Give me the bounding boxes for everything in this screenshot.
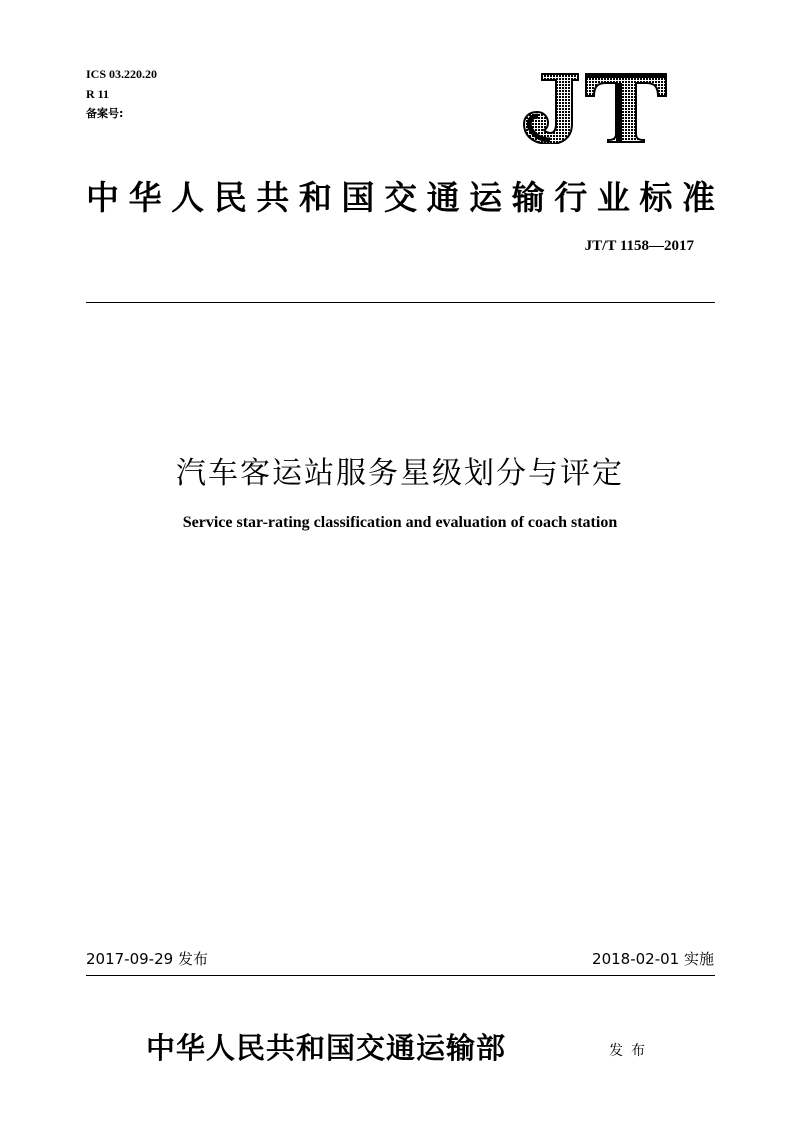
divider-top — [86, 302, 715, 303]
issue-label: 发布 — [609, 1043, 653, 1059]
implementation-date: 2018-02-01 实施 — [592, 950, 714, 968]
standard-category-title: 中华人民共和国交通运输行业标准 — [86, 178, 716, 217]
document-title-english: Service star-rating classification and evaluation of coach station — [182, 514, 618, 531]
document-title-chinese: 汽车客运站服务星级划分与评定 — [176, 456, 624, 491]
document-meta — [86, 64, 157, 124]
ics-code: ICS 03.220.20 — [86, 67, 158, 81]
issue-date: 2017-09-29 发布 — [86, 950, 208, 968]
issuing-authority: 中华人民共和国交通运输部 — [146, 1031, 507, 1065]
record-number-label: 备案号: — [86, 107, 124, 120]
standard-code: JT/T 1158—2017 — [584, 238, 694, 254]
classification-code: R 11 — [86, 87, 110, 101]
divider-bottom — [86, 975, 715, 976]
logo-letter-t — [586, 74, 666, 142]
jt-logo — [520, 72, 670, 144]
